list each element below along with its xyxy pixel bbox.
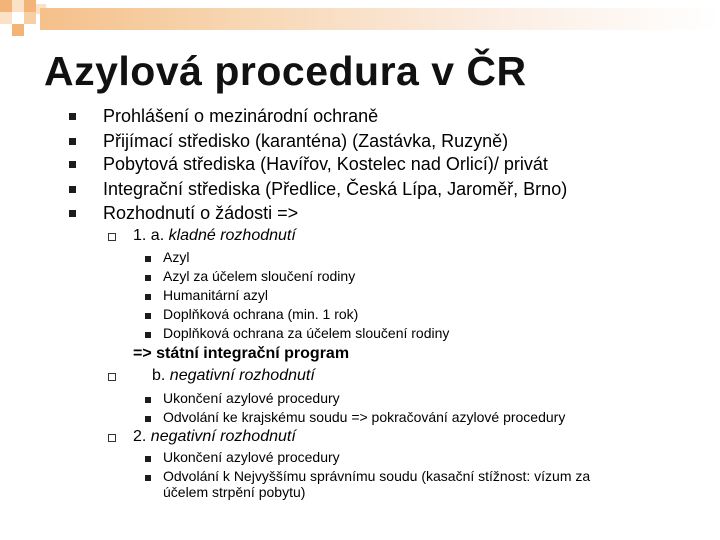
section-prefix: 1. a.: [133, 227, 165, 244]
deco-square: [0, 12, 12, 24]
list-item: Azyl za účelem sloučení rodiny: [163, 268, 356, 284]
section-prefix: b.: [152, 367, 166, 384]
square-bullet-icon: [145, 313, 151, 319]
deco-square: [12, 0, 24, 12]
main-bullet-text: Rozhodnutí o žádosti =>: [103, 203, 299, 223]
deco-square: [24, 12, 36, 24]
list-item: Azyl: [163, 249, 190, 265]
square-bullet-icon: [69, 161, 76, 168]
square-bullet-icon: [145, 475, 151, 481]
section-heading: [133, 227, 296, 245]
list-item: Ukončení azylové procedury: [163, 390, 340, 406]
section-label: kladné rozhodnutí: [168, 227, 296, 244]
hollow-square-bullet-icon: [108, 373, 116, 381]
main-bullet-text: Prohlášení o mezinárodní ochraně: [103, 106, 379, 126]
square-bullet-icon: [69, 113, 76, 120]
list-item: Odvolání ke krajskému soudu => pokračování azylové procedury: [163, 409, 566, 425]
hollow-square-bullet-icon: [108, 233, 116, 241]
square-bullet-icon: [145, 416, 151, 422]
section-heading: [152, 367, 315, 385]
list-item-continuation: účelem strpění pobytu): [163, 484, 306, 500]
list-item: Doplňková ochrana za účelem sloučení rodiny: [163, 325, 450, 341]
square-bullet-icon: [69, 186, 76, 193]
section-label: negativní rozhodnutí: [150, 428, 296, 445]
main-bullet-text: Pobytová střediska (Havířov, Kostelec nad Orlicí)/ privát: [103, 154, 548, 174]
section-label: negativní rozhodnutí: [169, 367, 315, 384]
list-item: Odvolání k Nejvyššímu správnímu soudu (kasační stížnost: vízum za: [163, 468, 591, 484]
hollow-square-bullet-icon: [108, 434, 116, 442]
header-gradient-band: [40, 8, 720, 30]
list-item: Doplňková ochrana (min. 1 rok): [163, 306, 359, 322]
deco-square: [24, 0, 36, 12]
square-bullet-icon: [145, 275, 151, 281]
slide-title: Azylová procedura v ČR: [44, 48, 527, 94]
main-bullet-text: Integrační střediska (Předlice, Česká Lípa, Jaroměř, Brno): [103, 179, 568, 199]
integration-program-result: => státní integrační program: [133, 345, 350, 362]
section-heading: [133, 428, 296, 446]
main-bullet-text: Přijímací středisko (karanténa) (Zastávka, Ruzyně): [103, 131, 509, 151]
square-bullet-icon: [69, 210, 76, 217]
list-item: Ukončení azylové procedury: [163, 449, 340, 465]
square-bullet-icon: [145, 332, 151, 338]
square-bullet-icon: [145, 456, 151, 462]
square-bullet-icon: [145, 397, 151, 403]
square-bullet-icon: [69, 138, 76, 145]
section-prefix: 2.: [133, 428, 147, 445]
deco-square: [0, 0, 12, 12]
square-bullet-icon: [145, 294, 151, 300]
list-item: Humanitární azyl: [163, 287, 269, 303]
square-bullet-icon: [145, 256, 151, 262]
deco-square: [12, 24, 24, 36]
